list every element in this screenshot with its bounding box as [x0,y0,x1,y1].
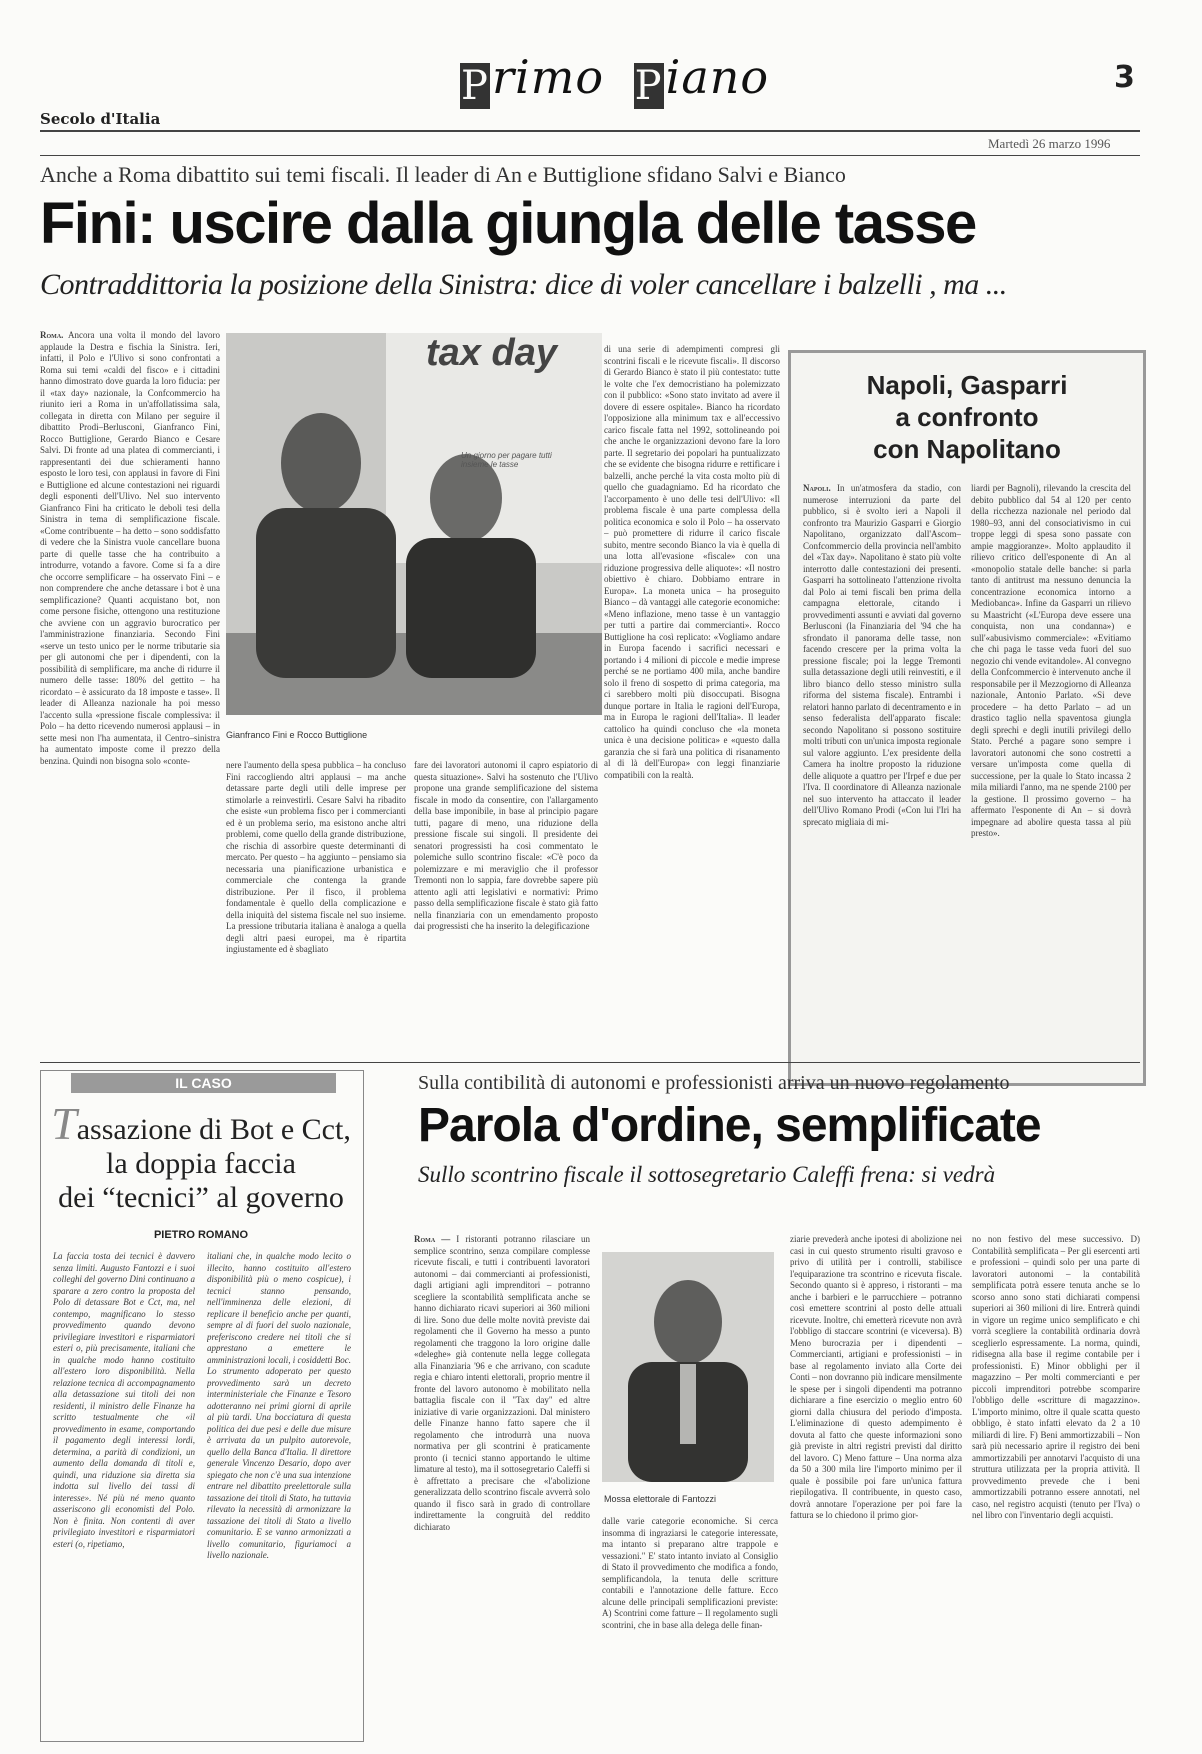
section-rule [40,1062,1140,1063]
il-caso-author: PIETRO ROMANO [153,1229,249,1241]
sidebox-col2 [971,483,1131,1073]
sidebox-col1-text: In un'atmosfera da stadio, con numerose interruzioni da parte del pubblico, si è svolto ieri a Napoli il confronto tra Maurizio Gasparri e Giorgio Napolitano, organizzato dall'Ascom–Confcommercio della provincia nell'ambito del «Tax day». Napolitano è stato più volte interrotto dalle contestazioni dei presenti. Gasparri ha sottolineato l'attenzione rivolta dal Polo ai temi fiscali ben prima della campagna elettorale, citando i provvedimenti assunti e avviati dal governo Berlusconi (la Finanziaria del '94 che ha sfrondato il panorama delle tasse, non facendo crescere per la prima volta la pressione fiscale; poi la legge Tremonti sulla detassazione degli utili reinvestiti, e il libro bianco dello stesso ministro sulla riforma del sistema fiscale). Entrambi i relatori hanno parlato di decentramento e in senso federalista dell'apparato fiscale: secondo Napolitano si possono sostituire molti tributi con un'unica imposta regionale sul valore aggiunto. L'ex presidente della Camera ha inoltre proposto la riduzione delle aliquote a quattro per l'Irpef e due per l'Iva. Il coordinatore di Alleanza nazionale nel suo intervento ha attaccato il leader dell'Ulivo Romano Prodi («Con lui l'Iri ha sprecato migliaia di mi- [803,483,961,827]
main-col3-text: fare dei lavoratori autonomi il capro espiatorio di questa situazione». Salvi ha sostenuto che l'Ulivo propone una grande semplificazione del sistema fiscale in modo da consentire, con l'allargamento della base imponibile, in base al principio pagare tutti, pagare di meno, una riduzione della pressione fiscale sui singoli. Il presidente dei senatori progressisti ha così commentato le polemiche sullo scontrino fiscale: «C'è poco da polemizzare e mi meraviglio che il professor Tremonti non lo sappia, fare dovrebbe sapere più attento agli atti legislativi e normativi: Primo passo della semplificazione fiscale è stato già fatto nella finanziaria con un emendamento proposto dai progressisti che ha inserito la delegificazione [414,760,598,931]
second-dateline: Roma — [414,1234,451,1244]
section-word-2: iano [665,50,770,104]
main-headline: Fini: uscire dalla giungla delle tasse [40,191,976,256]
il-caso-col1 [53,1251,195,1731]
newspaper-name: Secolo d'Italia [40,110,161,128]
main-col2-text: nere l'aumento della spesa pubblica – ha concluso Fini raccogliendo altri applausi – ma anche detassare parte degli utili delle imprese per stimolarle a reinvestirli. Cesare Salvi ha ribadito che esiste «un problema fisco per i commercianti ed è un problema serio, ma esistono anche altri problemi, come quello della grande distribuzione, che rischia di assorbire queste determinanti di mercato. Per questo – ha aggiunto – pensiamo sia necessaria una pianificazione urbanistica e commerciale che contenga la grande distribuzione. Per il fisco, il problema fondamentale è quello della complicazione e della iniquità del sistema fiscale nel suo insieme. La pressione tributaria italiana è analoga a quella degli altri paesi europei, ma è ripartita ingiustamente ed è sbagliato [226,760,406,954]
second-kicker: Sulla contibilità di autonomi e professionisti arriva un nuovo regolamento [418,1072,1010,1094]
second-article-col4 [972,1234,1140,1740]
sidebox-title-3: con Napolitano [873,434,1061,464]
second-article-col2 [602,1516,778,1740]
second-col1-text: I ristoranti potranno rilasciare un semplice scontrino, senza compilare complesse ricevute fiscali, e tutti i contribuenti lavoratori autonomi – dai commercianti ai professionisti, dagli artigiani agli imprenditori – potranno scegliere la scontabilità semplificata anche se hanno dichiarato ricavi superiori ai 360 milioni di lire. Sono due delle molte novità previste dai regolamenti che il Governo ha messo a punto regolamenti che traggono la loro origine dalle «deleghe» già contenute nella legge collegata alla Finanziaria '96 e che arrivano, con scadute regia e chiaro intenti elettorali, proprio mentre il fronte del lavoro autonomo è mobilitato nella battaglia fiscale con il "Tax day" ed altre iniziative di varie organizzazioni. Dal ministero delle Finanze hanno fatto sapere che il regolamento che introdurrà una nuova normativa per gli scontrini è praticamente pronto (i tecnici stanno apportando le ultime limature al testo), ma il sottosegretario Caleffi si è affrettato a precisare che «l'abolizione generalizzata dello scontrino fiscale avverrà solo quando il fisco sarà in grado di controllare indirettamente la congruità del reddito dichiarato [414,1234,590,1532]
issue-date: Martedì 26 marzo 1996 [988,136,1111,151]
il-caso-col2 [207,1251,351,1731]
section-initial-block: P [461,63,489,109]
il-caso-box [40,1070,364,1742]
main-article-col1 [40,330,220,1055]
second-col3-text: ziarie prevederà anche ipotesi di abolizione nei casi in cui questo strumento risulti gravoso e privo di utilità per i controlli, stabilisce l'equiparazione tra scontrino e ricevuta fiscale. Secondo quanto si è appreso, i ristoranti – ma anche i barbieri e le parrucchiere – potranno così emettere scontrini al posto delle attuali ricevute. Inoltre, chi emetterà ricevute non avrà l'obbligo di staccare scontrini (e viceversa). B) Meno burocrazia per i dipendenti – Commercianti, artigiani e professionisti – in base al regolamento inviato alla Corte dei Conti – non dovranno più indicare mensilmente le spese per i singoli dipendenti ma potranno dichiarare a fine esercizio o meglio entro 60 giorni dalla chiusura del periodo d'imposta. L'eliminazione di questo adempimento è dovuta al fatto che queste informazioni sono già previste in altri registri previsti dal diritto del lavoro. C) Meno fatture – Una norma alza da 50 a 300 mila lire l'importo minimo per il quale è possibile poi fare un'unica fattura riepilogativa. Il contribuente, in questo caso, dovrà annotare l'operazione per poi fare la fattura se lo chiedono il primo gior- [790,1234,962,1520]
sidebox-napoli [788,350,1146,1086]
photo-banner-text: tax day [426,333,557,374]
photo-fini-buttiglione [226,333,602,715]
second-article-col3 [790,1234,962,1740]
il-caso-title-initial: T [51,1098,77,1149]
main-photo-caption: Gianfranco Fini e Rocco Buttiglione [226,730,368,740]
page-number: 3 [1114,60,1135,95]
main-article-col2 [226,760,406,1055]
main-article-col4 [604,344,780,1055]
sidebox-title [801,369,1133,465]
date-rule [40,155,1140,156]
main-col1-text: Ancora una volta il mondo del lavoro applaude la Destra e fischia la Sinistra. Ieri, infatti, il Polo e l'Ulivo si sono confrontati a Roma sui temi «caldi del fisco» e i cittadini hanno dimostrato dove guarda la loro fiducia: per il «tax day» nazionale, la Confcommercio ha riunito ieri a Roma in un'affollatissima sala, collegata in diretta con Milano per seguire il dibattito Prodi–Berlusconi, Gianfranco Fini, Rocco Buttiglione, Gerardo Bianco e Cesare Salvi. Di fronte ad una platea di commercianti, i rappresentanti dei due schieramenti hanno esposto le loro tesi, con applausi in favore di Fini e Buttiglione ed alcune contestazioni nei riguardi degli esponenti dell'Ulivo. Nel suo intervento Gianfranco Fini ha criticato le deboli tesi della Sinistra in tema di semplificazione fiscale. «Come contribuente – ha detto – sono soddisfatto di vedere che la Sinistra vuole cancellare buona parte di quelle tasse che ha contribuito a introdurre, votando a favore. Come si fa a dire che occorre semplificare – ha osservato Fini – e non comprendere che anche detassare i bot è una semplificazione? Quanti acquistano bot, non come persone fisiche, ottengono una restituzione che avviene con un aggravio burocratico per l'amministrazione finanziaria. Secondo Fini «serve un testo unico per le norme tributarie sia per gli autonomi che per i dipendenti, con la possibilità di semplificare, ma anche di ridurre il numero delle tasse: 180% del gettito – ha ricordato – è assicurato da 18 imposte e tasse». Il leader di Alleanza nazionale ha poi messo l'accento sulla «pressione fiscale complessiva: il Polo – ha detto ricevendo numerosi applausi – in sette mesi non l'ha aumentata, il Centro–sinistra ha aumentato imposte come il prezzo della benzina. Quindi non bisogna solo «conte- [40,330,220,766]
il-caso-title-2: la doppia faccia [106,1147,296,1180]
il-caso-title-3: dei “tecnici” al governo [58,1181,344,1214]
second-photo [602,1252,774,1482]
sidebox-col2-text: liardi per Bagnoli), rilevando la crescita del debito pubblico dal 54 al 120 per cento della ricchezza nazionale nel periodo dal 1980–93, anni del consociativismo in cui troppe leggi di spesa sono passate con ampie maggioranze». Molto applaudito il rilievo critico dell'esponente di An al «monopolio statale delle banche: si parla tanto di antitrust ma nessuno denuncia la concentrazione economica intorno a Mediobanca». Infine da Gasparri un rilievo su Maastricht («L'Europa deve essere una conquista, non una condanna») e sull'«abusivismo commerciale»: «Evitiamo che chi paga le tasse veda fuori del suo negozio chi vende evitandole». Al convegno della Confcommercio è intervenuto anche il responsabile per il Mezzogiorno di Alleanza nazionale, Antonio Parlato. «Si deve procedere – ha detto Parlato – ad un drastico taglio nella spaventosa giungla degli sprechi e degli inutili privilegi dello Stato. Perché a pagare sono sempre i lavoratori autonomi che sono costretti a versare un'imposta come quella di successione, per la quale lo Stato incassa 2 mila miliardi l'anno, ma ne spende 2100 per la gestione. Il prossimo governo – ha affermato l'esponente di An – si dovrà impegnare ad abolire questa tassa al più presto». [971,483,1131,838]
second-headline: Parola d'ordine, semplificate [418,1099,1041,1152]
section-title [460,50,769,109]
second-article-col1 [414,1234,590,1740]
second-col2-text: dalle varie categorie economiche. Si cerca insomma di ingraziarsi le categorie interessate, ma intanto si preparano altre trappole e vessazioni." E' stato intanto inviato al Consiglio di Stato il provvedimento che modifica a fondo, semplificandola, la tenuta delle scritture contabili e l'annotazione delle fatture. Ecco alcune delle principali semplificazioni previste: A) Scontrini come fatture – Il regolamento sugli scontrini, che in base alla delega delle finan- [602,1516,778,1630]
main-deck: Contraddittoria la posizione della Sinistra: dice di voler cancellare i balzelli , ma ... [40,268,1007,301]
main-photo [226,333,602,715]
il-caso-col1-text: La faccia tosta dei tecnici è davvero senza limiti. Augusto Fantozzi e i suoi colleghi del governo Dini continuano a sparare a zero contro la proposta del Polo di detassare Bot e Cct, ma, nel contempo, magnificano lo stesso provvedimento quando devono privilegiare investitori e risparmiatori esteri o, più precisamente, italiani che in qualche modo hanno costituito all'estero loro disponibilità. Nella relazione tecnica di accompagnamento alla detassazione sui titoli dei non residenti, il ministro delle Finanze ha scritto testualmente che «il provvedimento in esame, comportando il pagamento degli interessi lordi, determina, a parità di condizioni, un aumento della domanda di titoli e, quindi, una riduzione sia diretta sia indotta sul livello dei tassi di interesse». Né più né meno quanto asseriscono gli economisti del Polo. Non è finita. Non contenti di aver privilegiato investitori e risparmiatori esteri (o, ripetiamo, [53,1251,195,1549]
il-caso-title-1: assazione di Bot e Cct, [76,1113,351,1146]
sidebox-col1 [803,483,961,1073]
main-kicker: Anche a Roma dibattito sui temi fiscali. Il leader di An e Buttiglione sfidano Salvi e Bianco [40,162,846,187]
main-col4-text: di una serie di adempimenti compresi gli scontrini fiscali e le ricevute fiscali». Il discorso di Gerardo Bianco è stato il più contestato: tutte le volte che l'ex democristiano ha polemizzato con il pubblico: «Sono stato invitato ad avere il dovere di essere ospitale». Bianco ha ricordato l'opposizione alla minimum tax e all'eccessivo carico fiscale fatta nel 1992, sottolineando poi che anche le organizzazioni devono fare la loro parte. Il segretario dei popolari ha puntualizzato che se evidente che bisogna ridurre e rettificare i balzelli, anche perché la vita costa molto più di quello che guadagniamo. Ed ha ricordato che l'accorpamento è uno delle tesi dell'Ulivo: «Il problema fiscale è una parte complessa della politica economica e solo il Polo – ha osservato – può promettere di ridurre il carico fiscale subito, mentre secondo Bianco la via è quella di una lotta all'evasione «fiscale» con una riduzione progressiva delle aliquote»: «Il nostro obiettivo è chiaro. Dobbiamo entrare in Europa». La moneta unica – ha proseguito Bianco – dà vantaggi alle categorie economiche: «Meno inflazione, meno tasse è un vantaggio per tutti a partire dai commercianti». Rocco Buttiglione ha così replicato: «Vogliamo andare in Europa facendo i sacrifici necessari e portando i 4 milioni di piccole e medie imprese perché se ne portiamo 400 mila, anche bandire solo il freno di sospetto di prima categoria, ma ci sarebbero molti più disoccupati. Bisogna dunque portare in Italia le ragioni dell'Europa, ma in Europa le ragioni dell'Italia». Il leader cattolico ha quindi concluso che «la moneta unica è una decisione politica» e «questo dalla garanzia che si farà una politica di risanamento al di là dell'Europa» con leggi finanziarie compatibili con la realtà. [604,344,780,780]
photo-fantozzi [602,1252,774,1482]
sidebox-dateline: Napoli. [803,483,831,493]
section-initial-block-2: P [634,63,663,109]
photo-banner-sub: Un giorno per pagare tutti insieme le tasse [461,451,552,469]
section-word-1: rimo [492,50,605,104]
sidebox-title-2: a confronto [895,402,1039,432]
second-photo-caption: Mossa elettorale di Fantozzi [604,1494,717,1504]
second-deck: Sullo scontrino fiscale il sottosegretario Caleffi frena: si vedrà [418,1162,996,1187]
masthead-rule [40,130,1140,132]
il-caso-col2-text: italiani che, in qualche modo lecito o illecito, hanno costituito all'estero disponibilità più o meno cospicue), i tecnici stanno pensando, nell'imminenza delle elezioni, di replicare il beneficio anche per quanti, sempre al di fuori del suolo nazionale, preferiscono credere nei titoli che si apprestano a emettere le amministrazioni locali, i cosiddetti Boc. Lo strumento adoperato per questo provvedimento sarà un decreto interministeriale che Finanze e Tesoro adotteranno nei primi giorni di aprile al più tardi. Una bocciatura di questa politica dei due pesi e delle due misure è arrivata da un pulpito autorevole, quello della Banca d'Italia. Il direttore generale Vincenzo Desario, dopo aver spiegato che non c'è una sua intenzione entrare nel dibattito preelettorale sulla tassazione dei titoli di Stato, ha tuttavia rilevato la necessità di armonizzare la tassazione dei titoli di Stato a livello comunitario. E se vanno armonizzati a livello comunitario, figuriamoci a livello nazionale. [207,1251,351,1560]
sidebox-title-1: Napoli, Gasparri [866,370,1068,400]
il-caso-label: IL CASO [71,1073,336,1093]
second-col4-text: no non festivo del mese successivo. D) Contabilità semplificata – Per gli esercenti arti e professioni – quindi solo per una parte di lavoratori autonomi – la contabilità semplificata potrà essere tenuta anche se lo scorso anno sono stati dichiarati compensi superiori ai 360 milioni di lire. Entrerà quindi in vigore un regime unico semplificato e chi vorrà scegliere la contabilità ordinaria dovrà sceglierlo espressamente. La norma, quindi, ridisegna alla base il regime contabile per i professionisti. E) Minor obblighi per il magazzino – Per molti commercianti e per piccoli imprenditori potrebbe scomparire l'obbligo delle «scritture di magazzino». L'importo minimo, oltre il quale scatta questo obbligo, è stato infatti elevato da 2 a 10 miliardi di lire. F) Beni ammortizzabili – Non sarà più necessario aprire il registro dei beni ammortizzabili per annotarvi l'acquisto di una struttura utilizzata per la propria attività. Il provvedimento prevede che i beni ammortizzabili potranno essere annotati, nel caso, nel registro acquisti (tenuto per l'Iva) o nel libro con l'inventario degli acquisti. [972,1234,1140,1520]
main-article-col3 [414,760,598,1055]
main-dateline: Roma. [40,330,64,340]
il-caso-title [51,1098,351,1215]
